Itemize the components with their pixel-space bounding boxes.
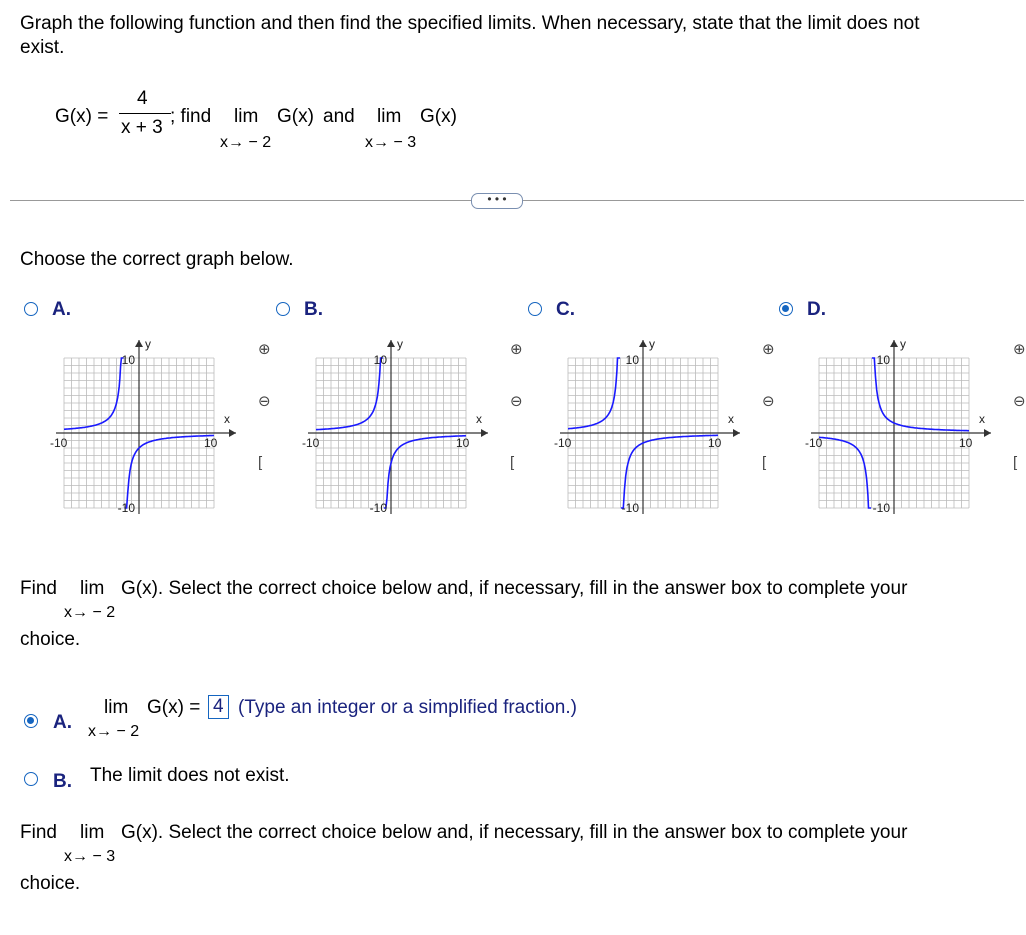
q2-choice-word: choice. <box>20 873 81 894</box>
q1-sub: x→ − 2 <box>64 604 116 621</box>
fit-icon[interactable]: [ <box>258 454 263 471</box>
y-max-label: 10 <box>625 353 639 367</box>
q1-lim: lim <box>80 578 105 599</box>
x-min-label: -10 <box>50 436 68 450</box>
q1-a-sub: x→ − 2 <box>88 723 140 740</box>
q2-prompt: G(x). Select the correct choice below and, if necessary, fill in the answer box to complete your <box>121 822 908 843</box>
zoom-in-icon[interactable]: ⊕ <box>510 341 523 358</box>
func-name: G(x) = <box>55 106 109 127</box>
fraction-bar <box>119 113 171 114</box>
zoom-out-icon[interactable]: ⊖ <box>1013 393 1026 410</box>
graph-d <box>804 330 1004 520</box>
q1-label-a: A. <box>53 712 72 733</box>
zoom-out-icon[interactable]: ⊖ <box>762 393 775 410</box>
x-axis-label: x <box>979 412 985 426</box>
x-max-label: 10 <box>204 436 218 450</box>
curve-branch-right <box>384 436 466 508</box>
q1-label-b: B. <box>53 771 72 792</box>
x-max-label: 10 <box>708 436 722 450</box>
x-axis-label: x <box>728 412 734 426</box>
graph-radio-c[interactable] <box>528 302 542 316</box>
lim1-sub: x→ − 2 <box>220 134 272 151</box>
q1-b-text: The limit does not exist. <box>90 765 290 786</box>
graph-question: Choose the correct graph below. <box>20 249 294 270</box>
zoom-out-icon[interactable]: ⊖ <box>510 393 523 410</box>
x-axis-arrow <box>481 429 488 437</box>
y-min-label: -10 <box>117 501 135 515</box>
graph-b <box>301 330 501 520</box>
and-text: and <box>323 106 355 127</box>
x-max-label: 10 <box>456 436 470 450</box>
x-axis-label: x <box>476 412 482 426</box>
y-axis-arrow <box>639 340 647 347</box>
q1-radio-b[interactable] <box>24 772 38 786</box>
lim1-func: G(x) <box>277 106 314 127</box>
x-min-label: -10 <box>302 436 320 450</box>
graph-c <box>553 330 753 520</box>
expand-more-button[interactable]: • • • <box>471 193 523 209</box>
q1-answer-box[interactable]: 4 <box>208 695 229 719</box>
q1-prompt: G(x). Select the correct choice below and, if necessary, fill in the answer box to complete your <box>121 578 908 599</box>
y-axis-label: y <box>900 337 906 351</box>
zoom-out-icon[interactable]: ⊖ <box>258 393 271 410</box>
x-max-label: 10 <box>959 436 973 450</box>
instruction-line1: Graph the following function and then find the specified limits. When necessary, state that the limit does not <box>20 13 920 34</box>
y-max-label: 10 <box>121 353 135 367</box>
y-min-label: -10 <box>369 501 387 515</box>
y-max-label: 10 <box>373 353 387 367</box>
q2-sub: x→ − 3 <box>64 848 116 865</box>
q1-a-func: G(x) = <box>147 697 201 718</box>
graph-radio-d[interactable] <box>779 302 793 316</box>
fit-icon[interactable]: [ <box>1013 454 1018 471</box>
lim2-word: lim <box>377 106 402 127</box>
lim2-sub: x→ − 3 <box>365 134 417 151</box>
q1-a-lim: lim <box>104 697 129 718</box>
zoom-in-icon[interactable]: ⊕ <box>762 341 775 358</box>
q2-find: Find <box>20 822 57 843</box>
graph-radio-a[interactable] <box>24 302 38 316</box>
x-axis-arrow <box>229 429 236 437</box>
find-text: ; find <box>170 106 212 127</box>
q2-lim: lim <box>80 822 105 843</box>
q1-radio-a[interactable] <box>24 714 38 728</box>
graph-label-a: A. <box>52 299 71 320</box>
x-axis-label: x <box>224 412 230 426</box>
fit-icon[interactable]: [ <box>762 454 767 471</box>
y-min-label: -10 <box>621 501 639 515</box>
x-axis-arrow <box>733 429 740 437</box>
y-axis-label: y <box>145 337 151 351</box>
curve-branch-left <box>316 358 383 430</box>
y-axis-arrow <box>890 340 898 347</box>
x-axis-arrow <box>984 429 991 437</box>
lim1-word: lim <box>234 106 259 127</box>
y-axis-label: y <box>397 337 403 351</box>
fit-icon[interactable]: [ <box>510 454 515 471</box>
zoom-in-icon[interactable]: ⊕ <box>258 341 271 358</box>
graph-a <box>49 330 249 520</box>
graph-radio-b[interactable] <box>276 302 290 316</box>
zoom-in-icon[interactable]: ⊕ <box>1013 341 1026 358</box>
y-max-label: 10 <box>876 353 890 367</box>
graph-label-c: C. <box>556 299 575 320</box>
q1-answer-hint: (Type an integer or a simplified fraction.) <box>238 697 577 718</box>
instruction-line2: exist. <box>20 37 65 58</box>
y-axis-arrow <box>387 340 395 347</box>
y-axis-label: y <box>649 337 655 351</box>
q1-choice-word: choice. <box>20 629 81 650</box>
lim2-func: G(x) <box>420 106 457 127</box>
y-axis-arrow <box>135 340 143 347</box>
q1-find: Find <box>20 578 57 599</box>
y-min-label: -10 <box>872 501 890 515</box>
fraction-numerator: 4 <box>137 88 148 109</box>
graph-label-b: B. <box>304 299 323 320</box>
x-min-label: -10 <box>805 436 823 450</box>
fraction-denominator: x + 3 <box>121 117 163 138</box>
graph-label-d: D. <box>807 299 826 320</box>
x-min-label: -10 <box>554 436 572 450</box>
